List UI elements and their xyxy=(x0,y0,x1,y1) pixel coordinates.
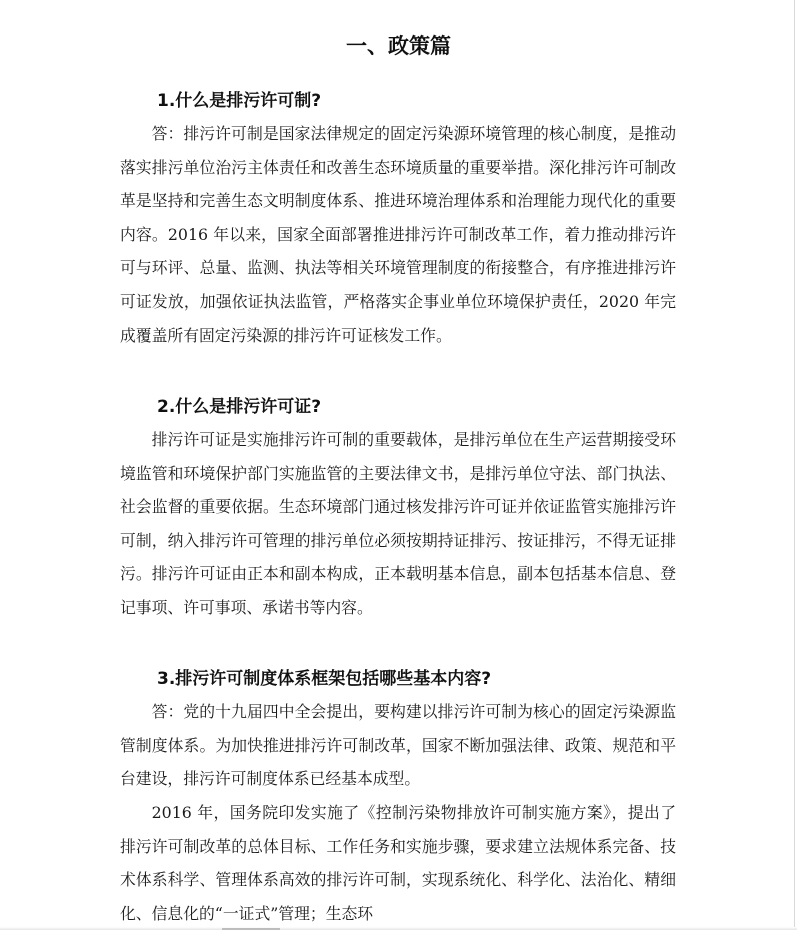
section-heading-3: 3.排污许可制度体系框架包括哪些基本内容? xyxy=(157,669,492,689)
page-title: 一、政策篇 xyxy=(346,34,451,58)
section-3-paragraph-2: 2016 年，国务院印发实施了《控制污染物排放许可制实施方案》，提出了排污许可制改革的总体目标、工作任务和实施步骤，要求建立法规体系完备、技术体系科学、管理体系高效的排污许可制，实现系统化、科学化、法治化、精细化、信息化的“一证式”管理；生态环 xyxy=(120,803,676,923)
section-3-paragraph-1: 答：党的十九届四中全会提出，要构建以排污许可制为核心的固定污染源监管制度体系。为加快推进排污许可制改革，国家不断加强法律、政策、规范和平台建设，排污许可制度体系已经基本成型。 xyxy=(120,702,676,789)
section-2-paragraph-1: 排污许可证是实施排污许可制的重要载体，是排污单位在生产运营期接受环境监管和环境保护部门实施监管的主要法律文书，是排污单位守法、部门执法、社会监督的重要依据。生态环境部门通过核发排污许可证并依证监管实施排污许可制，纳入排污许可管理的排污单位必须按期持证排污、按证排污，不得无证排污。排污许可证由正本和副本构成，正本载明基本信息，副本包括基本信息、登记事项、许可事项、承诺书等内容。 xyxy=(120,430,676,617)
section-1-paragraph-1: 答：排污许可制是国家法律规定的固定污染源环境管理的核心制度，是推动落实排污单位治污主体责任和改善生态环境质量的重要举措。深化排污许可制改革是坚持和完善生态文明制度体系、推进环境治理体系和治理能力现代化的重要内容。2016 年以来，国家全面部署推进排污许可制改革工作，着力推动排污许可与环评、总量、监测、执法等相关环境管理制度的衔接整合，有序推进排污许可证发放，加强依证执法监管，严格落实企事业单位环境保护责任，2020 年完成覆盖所有固定污染源的排污许可证核发工作。 xyxy=(120,124,676,345)
page-edge-divider xyxy=(794,0,795,930)
section-heading-2: 2.什么是排污许可证? xyxy=(157,397,322,417)
section-heading-1: 1.什么是排污许可制? xyxy=(157,91,322,111)
